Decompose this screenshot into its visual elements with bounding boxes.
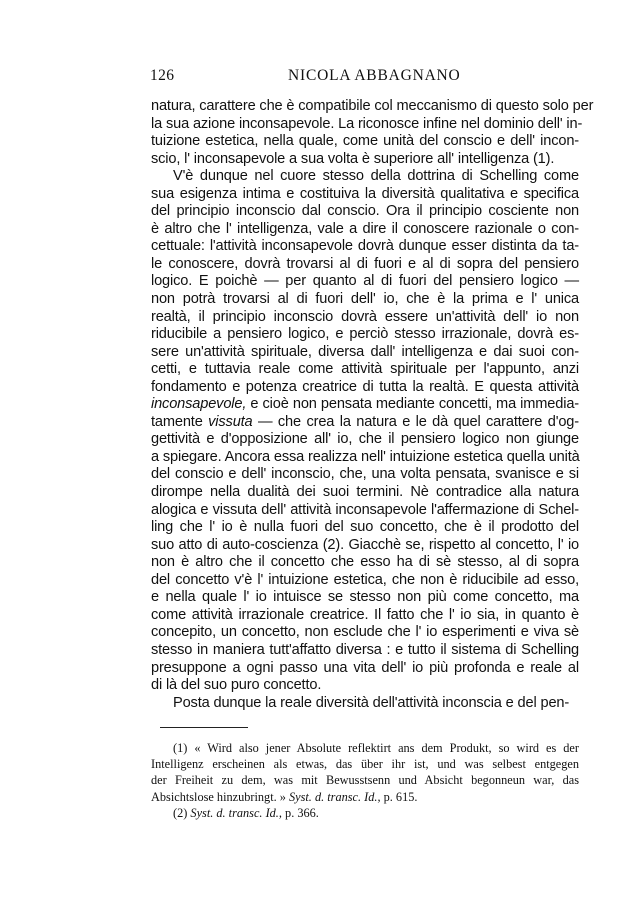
running-title: NICOLA ABBAGNANO <box>288 67 461 84</box>
text-line: tamente vissuta — che crea la natura e le dà quel carattere d'og- <box>151 413 579 430</box>
footnote-line: Absichtslose hinzubringt. » Syst. d. transc. Id., p. 615. <box>151 789 418 804</box>
italic-text: vissuta <box>208 413 253 430</box>
text-line: la sua azione inconsapevole. La riconosce infine nel dominio dell' in- <box>151 115 583 132</box>
text-line: concepito, un concetto, non esclude che l' io esperimenti e viva sè <box>151 624 579 641</box>
text-line: del concetto v'è l' intuizione estetica, che non è riducibile ad esso, <box>151 571 579 588</box>
page-number: 126 <box>150 67 175 84</box>
footnote-line: der Freiheit zu dem, was mit Bewusstsenn und Absicht begonneun war, das <box>151 773 579 788</box>
text-line: non potrà trovarsi al di fuori dell' io, che è la prima e l' unica <box>151 291 579 308</box>
text-line: sua esigenza intima e costituiva la diversità qualitativa e specifica <box>151 185 579 202</box>
footnote <box>151 740 579 805</box>
paragraph <box>151 98 594 168</box>
italic-text: Syst. d. transc. Id., <box>289 789 381 804</box>
text-line: cetti, e tuttavia reale come attività spirituale per l'appunto, anzi <box>151 361 579 378</box>
text-line: ling che l' io è nulla fuori del suo concetto, che è il prodotto del <box>151 519 579 536</box>
text-line: inconsapevole, e cioè non pensata mediante concetti, ma immedia- <box>151 396 579 413</box>
italic-text: inconsapevole, <box>151 396 247 413</box>
footnote-line: Intelligenz erscheinen als etwas, das über ihr ist, und was selbest entgegen <box>151 757 579 772</box>
text-line: dirompe nella dualità dei suoi termini. Nè contradice alla natura <box>151 484 579 501</box>
text-line: scio, l' inconsapevole a sua volta è superiore all' intelligenza (1). <box>151 150 555 167</box>
footnotes <box>151 740 579 821</box>
text-line: gettività e d'opposizione all' io, che il pensiero logico non giunge <box>151 431 579 448</box>
text-line: stesso in maniera tutt'affatto diversa : e tutto il sistema di Schelling <box>151 641 579 658</box>
text-line: alogica e vissuta dell' attività inconsapevole l'affermazione di Schel- <box>151 501 579 518</box>
text-line: riducibile a pensiero logico, e perciò stesso irrazionale, dovrà es- <box>151 326 579 343</box>
page-header <box>150 67 580 89</box>
italic-text: Syst. d. transc. Id., <box>190 805 282 820</box>
text-line: a spiegare. Ancora essa realizza nell' intuizione estetica quella unità <box>151 448 580 465</box>
text-line: natura, carattere che è compatibile col meccanismo di questo solo per <box>151 98 594 114</box>
text-line: le conoscere, dovrà trovarsi al di fuori e al di sopra del pensiero <box>151 255 579 272</box>
text-line: Posta dunque la reale diversità dell'attività inconscia e del pen- <box>173 694 570 711</box>
paragraph <box>151 695 579 713</box>
footnote-rule <box>160 727 248 728</box>
text-line: è altro che l' intelligenza, vale a dire il conoscere razionale o con- <box>151 220 579 237</box>
text-line: del principio inconscio dal conscio. Ora il principio cosciente non <box>151 203 579 220</box>
text-line: tuizione estetica, nella quale, come unità del conscio e dell' incon- <box>151 133 579 150</box>
text-line: logico. E poichè — per quanto al di fuori del pensiero logico — <box>151 273 579 290</box>
footnote-line: (2) Syst. d. transc. Id., p. 366. <box>173 805 319 820</box>
body-text <box>151 98 594 712</box>
text-line: cettuale: l'attività inconsapevole dovrà dunque esser distinta da ta- <box>151 238 579 255</box>
footnote <box>151 805 579 821</box>
text-line: presuppone a ogni passo una vita dell' io più profonda e reale al <box>151 659 579 676</box>
text-line: e nella quale l' io intuisce se stesso non più come concetto, ma <box>151 589 579 606</box>
text-line: del conscio e dell' inconscio, che, una volta pensata, svanisce e si <box>151 466 579 483</box>
text-line: V'è dunque nel cuore stesso della dottrina di Schelling come <box>173 168 579 185</box>
text-line: di là del suo puro concetto. <box>151 677 322 694</box>
text-line: suo atto di auto-coscienza (2). Giacchè se, rispetto al concetto, l' io <box>151 536 579 553</box>
text-line: come attività irrazionale creatrice. Il fatto che l' io sia, in quanto è <box>151 606 579 623</box>
paragraph <box>151 168 579 694</box>
text-line: sere un'attività spirituale, diversa dall' intelligenza e dai suoi con- <box>151 343 579 360</box>
text-line: non è altro che il concetto che esso ha di sè stesso, al di sopra <box>151 554 579 571</box>
text-line: realtà, il principio inconscio dovrà essere un'attività dell' io non <box>151 308 579 325</box>
footnote-line: (1) « Wird also jener Absolute reflektirt ans dem Produkt, so wird es der <box>173 741 579 755</box>
text-line: fondamento e potenza creatrice di tutta la realtà. E questa attività <box>151 378 579 395</box>
